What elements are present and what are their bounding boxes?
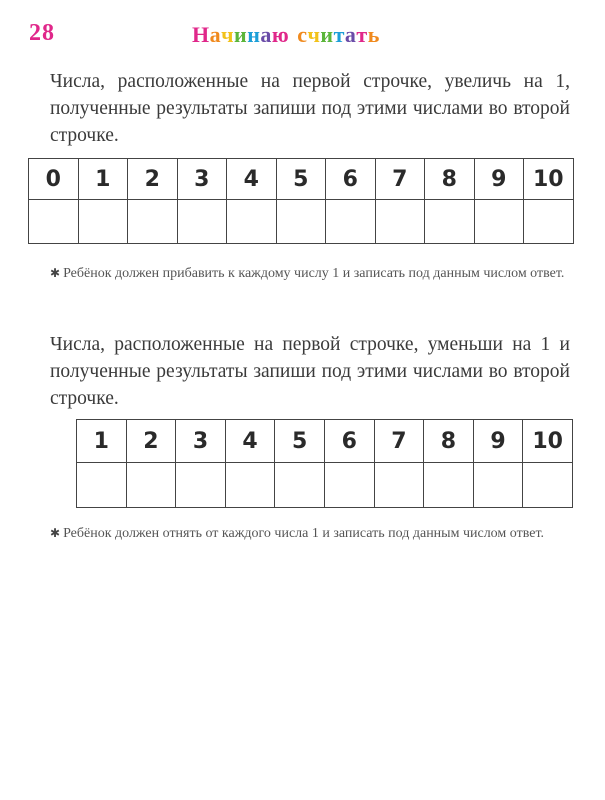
number-cell: 3 [177,159,227,200]
number-cell: 5 [275,420,325,463]
task2-instruction: Числа, расположенные на первой строчке, уменьши на 1 и полученные результаты запиши под этими числами во второй строчке. [50,334,570,409]
number-cell: 6 [326,159,376,200]
title-letter: и [234,22,248,47]
number-cell: 4 [225,420,275,463]
number-cell: 1 [77,420,127,463]
task2-note [50,520,570,547]
number-cell: 9 [473,420,523,463]
number-cell: 7 [375,159,425,200]
answer-cell[interactable] [78,200,128,244]
answer-cell[interactable] [128,200,178,244]
title-letter: а [209,22,222,47]
title-letter: т [333,22,345,47]
answer-cell[interactable] [523,463,573,508]
number-cell: 9 [474,159,524,200]
number-cell: 7 [374,420,424,463]
title-letter: ь [367,22,380,47]
asterisk-icon: ✱ [50,266,61,280]
answer-cell[interactable] [324,463,374,508]
task2-number-table [76,419,573,508]
number-cell: 1 [78,159,128,200]
task2-numbers-row [77,420,573,463]
answer-cell[interactable] [474,200,524,244]
task2-answers-row [77,463,573,508]
title-letter: ч [221,22,235,47]
number-cell: 8 [425,159,475,200]
task1-number-table [28,158,574,244]
title-letter: Н [192,22,210,47]
answer-cell[interactable] [425,200,475,244]
answer-cell[interactable] [424,463,474,508]
number-cell: 3 [176,420,226,463]
number-cell: 5 [276,159,326,200]
task1-note [50,260,570,287]
task2-note-text: Ребёнок должен отнять от каждого числа 1 и записать под данным числом ответ. [63,526,545,541]
title-letter: а [260,22,272,47]
title-letter: ю [271,22,290,47]
page-number: 28 [29,20,55,46]
title-letter: т [356,22,368,47]
answer-cell[interactable] [473,463,523,508]
answer-cell[interactable] [177,200,227,244]
asterisk-icon: ✱ [50,526,61,540]
task1-numbers-row [29,159,574,200]
answer-cell[interactable] [126,463,176,508]
title-letter: и [320,22,334,47]
title-letter: ч [307,22,321,47]
number-cell: 6 [324,420,374,463]
task1-instruction: Числа, расположенные на первой строчке, увеличь на 1, полученные результаты запиши под этими числами во второй строчке. [50,71,570,146]
answer-cell[interactable] [276,200,326,244]
number-cell: 10 [523,420,573,463]
number-cell: 8 [424,420,474,463]
answer-cell[interactable] [374,463,424,508]
answer-cell[interactable] [275,463,325,508]
title-letter: с [297,22,308,47]
number-cell: 2 [126,420,176,463]
task1-answers-row [29,200,574,244]
answer-cell[interactable] [225,463,275,508]
number-cell: 10 [524,159,574,200]
answer-cell[interactable] [29,200,79,244]
number-cell: 2 [128,159,178,200]
answer-cell[interactable] [176,463,226,508]
answer-cell[interactable] [77,463,127,508]
number-cell: 0 [29,159,79,200]
answer-cell[interactable] [227,200,277,244]
task1-note-text: Ребёнок должен прибавить к каждому числу 1 и записать под данным числом ответ. [63,266,565,281]
answer-cell[interactable] [524,200,574,244]
answer-cell[interactable] [375,200,425,244]
answer-cell[interactable] [326,200,376,244]
number-cell: 4 [227,159,277,200]
title-letter: а [344,22,357,47]
title-letter: н [247,22,261,47]
page-title [192,22,380,48]
